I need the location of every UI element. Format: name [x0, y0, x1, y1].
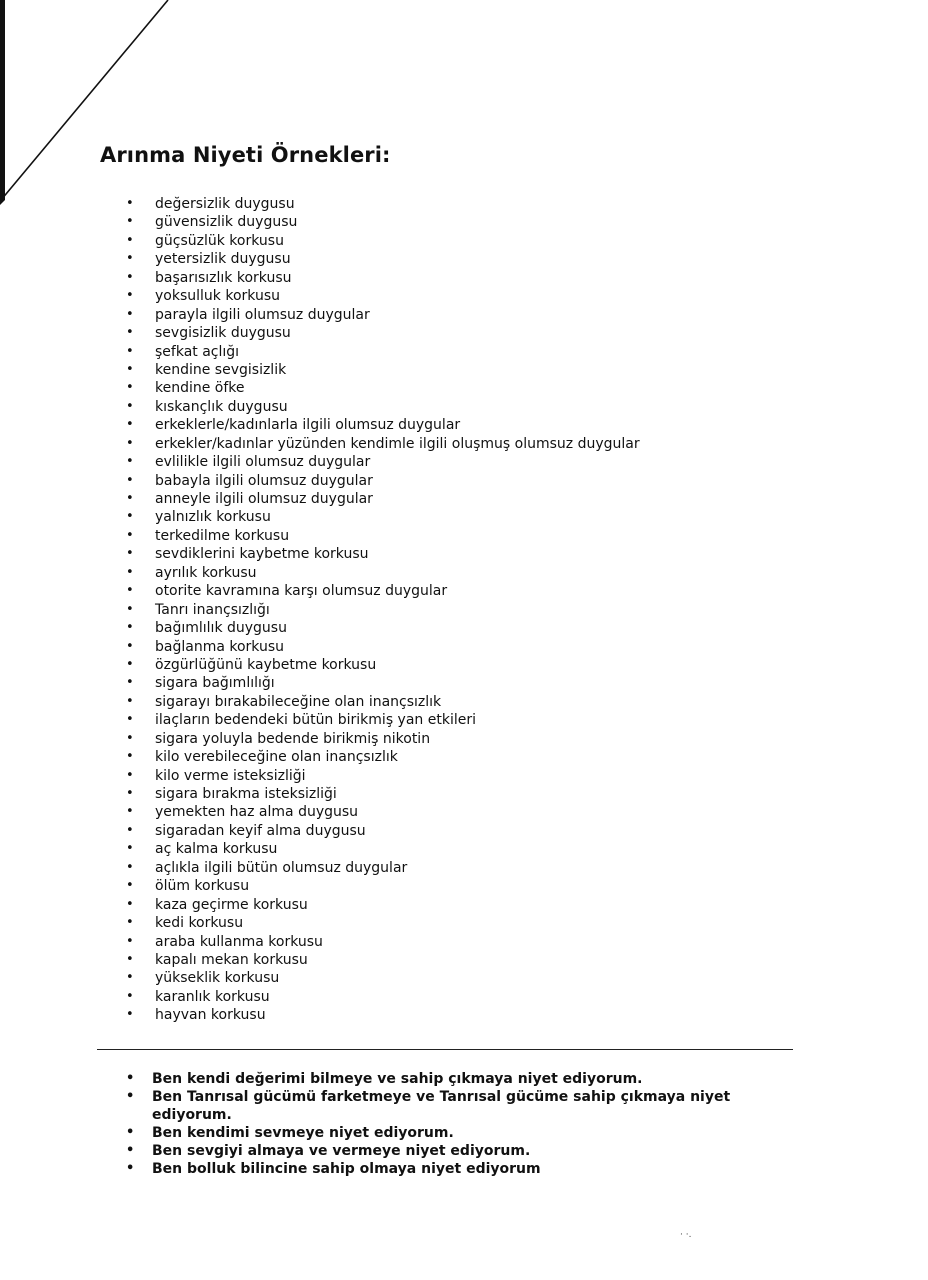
statement-item [0, 1070, 732, 1088]
section-divider [97, 1049, 793, 1050]
bullet-icon: • [126, 269, 134, 285]
bullet-icon: • [126, 841, 134, 857]
list-item-text: bağlanma korkusu [155, 638, 285, 655]
bullet-icon: • [126, 1089, 135, 1104]
bullet-icon: • [126, 1071, 135, 1086]
list-item-text: sigara yoluyla bedende birikmiş nikotin [155, 730, 431, 747]
list-item-text: güvensizlik duygusu [155, 214, 298, 231]
bullet-icon: • [126, 693, 134, 709]
list-item-text: kilo verebileceğine olan inançsızlık [155, 749, 398, 766]
bullet-icon: • [126, 675, 134, 691]
list-item-text: ilaçların bedendeki bütün birikmiş yan etkileri [155, 712, 476, 729]
bullet-icon: • [126, 398, 134, 414]
bullet-icon: • [126, 878, 134, 894]
bullet-icon: • [126, 232, 134, 248]
list-item-text: sevdiklerini kaybetme korkusu [155, 546, 369, 563]
list-item-text: aç kalma korkusu [155, 841, 278, 858]
list-item-text: hayvan korkusu [155, 1007, 266, 1024]
bullet-icon: • [126, 564, 134, 580]
bullet-icon: • [126, 859, 134, 875]
bullet-icon: • [126, 767, 134, 783]
list-item-text: parayla ilgili olumsuz duygular [155, 306, 370, 323]
corner-fold-mark [0, 0, 180, 210]
bullet-icon: • [126, 1125, 135, 1140]
bullet-icon: • [126, 1143, 135, 1158]
bullet-icon: • [126, 583, 134, 599]
bullet-icon: • [126, 251, 134, 267]
bullet-icon: • [126, 933, 134, 949]
bullet-icon: • [126, 638, 134, 654]
list-item-text: kedi korkusu [155, 915, 244, 932]
list-item-text: başarısızlık korkusu [155, 269, 292, 286]
bullet-icon: • [126, 306, 134, 322]
bullet-icon: • [126, 435, 134, 451]
statement-item-text: Ben kendi değerimi bilmeye ve sahip çıkmaya niyet ediyorum. [152, 1071, 643, 1087]
list-item-text: karanlık korkusu [155, 988, 270, 1005]
list-item-text: otorite kavramına karşı olumsuz duygular [155, 583, 448, 600]
list-item-text: ayrılık korkusu [155, 564, 257, 581]
list-item-text: evlilikle ilgili olumsuz duygular [155, 454, 371, 471]
bullet-icon: • [126, 915, 134, 931]
bullet-icon: • [126, 288, 134, 304]
statement-item [0, 1124, 732, 1142]
list-item-text: erkekler/kadınlar yüzünden kendimle ilgili oluşmuş olumsuz duygular [155, 435, 640, 452]
list-item-text: yükseklik korkusu [155, 970, 280, 987]
statement-item [0, 1160, 732, 1178]
list-item-text: araba kullanma korkusu [155, 933, 323, 950]
bullet-icon: • [126, 472, 134, 488]
bullet-icon: • [126, 196, 134, 211]
statement-item-text: Ben Tanrısal gücümü farketmeye ve Tanrısal gücüme sahip çıkmaya niyet ediyorum. [152, 1089, 731, 1123]
bullet-icon: • [126, 804, 134, 820]
bullet-icon: • [126, 325, 134, 341]
bullet-icon: • [126, 822, 134, 838]
list-item-text: kendine öfke [155, 380, 245, 397]
list-item-text: kapalı mekan korkusu [155, 951, 308, 968]
list-item-text: ölüm korkusu [155, 878, 250, 895]
list-item-text: yemekten haz alma duygusu [155, 804, 359, 821]
list-item-text: kıskançlık duygusu [155, 398, 288, 415]
list-item-text: anneyle ilgili olumsuz duygular [155, 491, 373, 507]
statement-item-text: Ben sevgiyi almaya ve vermeye niyet ediyorum. [152, 1143, 531, 1159]
list-item-text: yalnızlık korkusu [155, 509, 271, 526]
list-item-text: kaza geçirme korkusu [155, 896, 308, 913]
bullet-icon: • [126, 546, 134, 562]
bullet-icon: • [126, 380, 134, 396]
list-item-text: sigara bağımlılığı [155, 675, 275, 692]
list-item-text: sigarayı bırakabileceğine olan inançsızlık [155, 693, 442, 710]
list-item-text: açlıkla ilgili bütün olumsuz duygular [155, 859, 408, 876]
bullet-icon: • [126, 896, 134, 912]
list-item-text: yetersizlik duygusu [155, 251, 291, 268]
bullet-icon: • [126, 509, 134, 525]
scan-specks: · ·. [680, 1230, 692, 1240]
list-item-text: Tanrı inançsızlığı [155, 601, 270, 618]
bullet-icon: • [126, 786, 134, 801]
list-item-text: sigara bırakma isteksizliği [155, 786, 337, 802]
statement-item [0, 1088, 732, 1124]
bullet-icon: • [126, 712, 134, 728]
list-item-text: güçsüzlük korkusu [155, 232, 284, 249]
bullet-icon: • [126, 988, 134, 1004]
statement-item-text: Ben bolluk bilincine sahip olmaya niyet ediyorum [152, 1161, 541, 1177]
list-item-text: kendine sevgisizlik [155, 361, 287, 378]
bullet-icon: • [126, 417, 134, 433]
list-item-text: babayla ilgili olumsuz duygular [155, 472, 373, 489]
bullet-icon: • [126, 454, 134, 470]
bullet-icon: • [126, 343, 134, 359]
list-item-text: yoksulluk korkusu [155, 288, 280, 305]
list-item-text: özgürlüğünü kaybetme korkusu [155, 656, 377, 673]
bullet-icon: • [126, 1007, 134, 1023]
bullet-icon: • [126, 1161, 135, 1176]
bullet-icon: • [126, 361, 134, 377]
bullet-icon: • [126, 749, 134, 765]
list-item-text: kilo verme isteksizliği [155, 767, 306, 784]
list-item-text: sevgisizlik duygusu [155, 325, 291, 342]
bullet-icon: • [126, 730, 134, 746]
list-item-text: sigaradan keyif alma duygusu [155, 822, 366, 839]
statement-item [0, 1142, 732, 1160]
bullet-icon: • [126, 527, 134, 543]
statement-item-text: Ben kendimi sevmeye niyet ediyorum. [152, 1125, 454, 1141]
list-item-text: terkedilme korkusu [155, 527, 290, 544]
page-title: Arınma Niyeti Örnekleri: [100, 143, 391, 167]
bullet-icon: • [126, 656, 134, 672]
bullet-icon: • [126, 214, 134, 230]
bullet-icon: • [126, 970, 134, 986]
intention-statements-list [0, 1070, 732, 1178]
list-item-text: erkeklerle/kadınlarla ilgili olumsuz duygular [155, 417, 461, 434]
bullet-icon: • [126, 601, 134, 617]
list-item-text: bağımlılık duygusu [155, 620, 287, 637]
list-item-text: değersizlik duygusu [155, 196, 295, 212]
bullet-icon: • [126, 951, 134, 967]
list-item-text: şefkat açlığı [155, 343, 240, 360]
bullet-icon: • [126, 620, 134, 636]
bullet-icon: • [126, 491, 134, 506]
